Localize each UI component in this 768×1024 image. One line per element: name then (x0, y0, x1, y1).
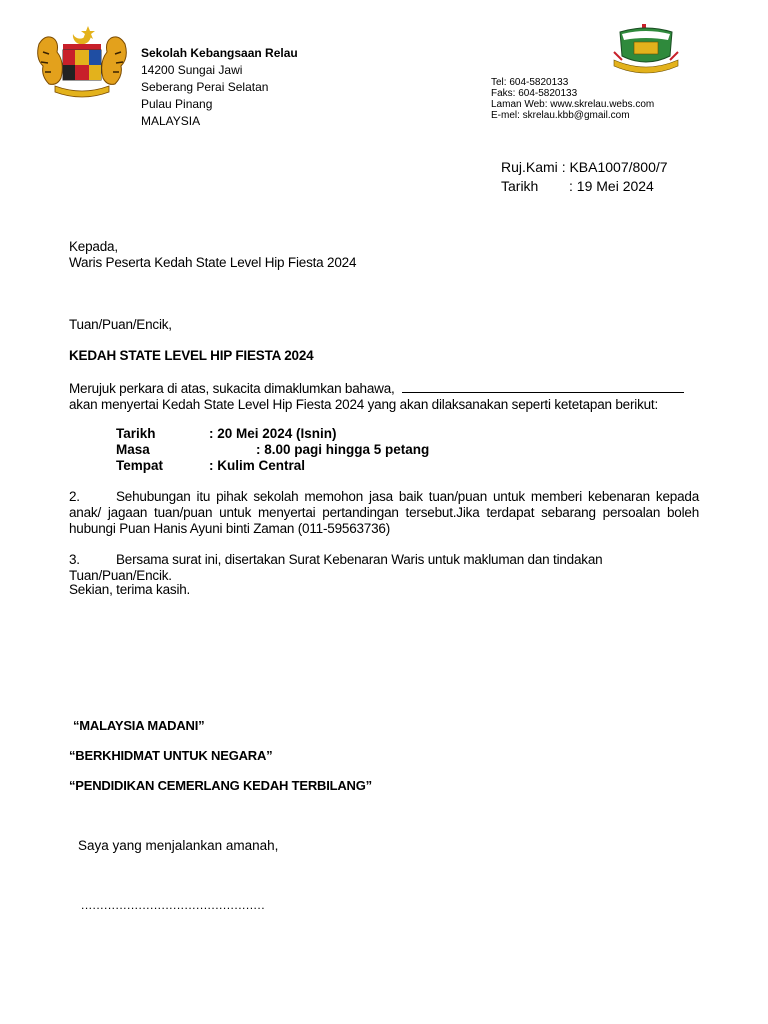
detail-label: Tarikh (116, 426, 156, 441)
salutation: Tuan/Puan/Encik, (69, 317, 172, 332)
intro-line-2: akan menyertai Kedah State Level Hip Fiesta 2024 yang akan dilaksanakan seperti ketetapan berikut: (69, 397, 659, 412)
address-line: 14200 Sungai Jawi (141, 63, 243, 77)
paragraph-2 (69, 489, 699, 537)
recipient-name: Waris Peserta Kedah State Level Hip Fiesta 2024 (69, 255, 357, 270)
detail-label: Masa (116, 442, 150, 457)
detail-value: : 20 Mei 2024 (Isnin) (209, 426, 337, 441)
date-value: : 19 Mei 2024 (569, 178, 654, 194)
motto-berkhidmat: “BERKHIDMAT UNTUK NEGARA” (69, 748, 273, 763)
detail-value: : Kulim Central (209, 458, 306, 473)
school-name: Sekolah Kebangsaan Relau (141, 46, 298, 60)
paragraph-text: Bersama surat ini, disertakan Surat Kebenaran Waris untuk makluman dan tindakan Tuan/Puan/Encik. (69, 552, 603, 583)
participant-name-blank[interactable] (402, 380, 684, 393)
paragraph-number: 3. (69, 552, 80, 567)
paragraph-3 (69, 552, 699, 584)
recipient-greeting: Kepada, (69, 239, 118, 254)
closing-text: Sekian, terima kasih. (69, 582, 191, 597)
signature-line: ................................................ (81, 898, 266, 912)
telephone-text: Tel: 604-5820133 (491, 77, 569, 88)
contact-block (491, 77, 654, 121)
ref-label: Ruj.Kami (501, 159, 558, 175)
address-line: MALAYSIA (141, 114, 201, 128)
fax-text: Faks: 604-5820133 (491, 88, 578, 99)
school-badge-logo (612, 22, 680, 74)
paragraph-number: 2. (69, 489, 80, 504)
email-link[interactable]: E-mel: skrelau.kbb@gmail.com (491, 110, 630, 121)
paragraph-text: Sehubungan itu pihak sekolah memohon jasa baik tuan/puan untuk memberi kebenaran kepada anak/ jagaan tuan/puan untuk menyertai pertandingan tersebut.Jika terdapat sebarang persoalan boleh hubungi Puan Hanis Ayuni binti Zaman (011-59563736) (69, 489, 699, 536)
motto-pendidikan: “PENDIDIKAN CEMERLANG KEDAH TERBILANG” (69, 778, 372, 793)
date-label: Tarikh (501, 178, 539, 194)
malaysia-crest-logo (33, 22, 131, 98)
recipient-block (69, 239, 699, 271)
reference-block (501, 158, 668, 196)
intro-paragraph (69, 380, 699, 413)
event-details (116, 426, 429, 474)
letter-subject: KEDAH STATE LEVEL HIP FIESTA 2024 (69, 348, 314, 363)
detail-label: Tempat (116, 458, 164, 473)
detail-value: : 8.00 pagi hingga 5 petang (256, 442, 430, 457)
address-line: Seberang Perai Selatan (141, 80, 269, 94)
address-line: Pulau Pinang (141, 97, 213, 111)
signoff-text: Saya yang menjalankan amanah, (78, 838, 279, 853)
intro-line-1: Merujuk perkara di atas, sukacita dimaklumkan bahawa, (69, 381, 395, 396)
website-link[interactable]: Laman Web: www.skrelau.webs.com (491, 99, 655, 110)
ref-value: : KBA1007/800/7 (561, 159, 668, 175)
motto-malaysia-madani: “MALAYSIA MADANI” (73, 718, 205, 733)
school-address-block (141, 45, 298, 130)
